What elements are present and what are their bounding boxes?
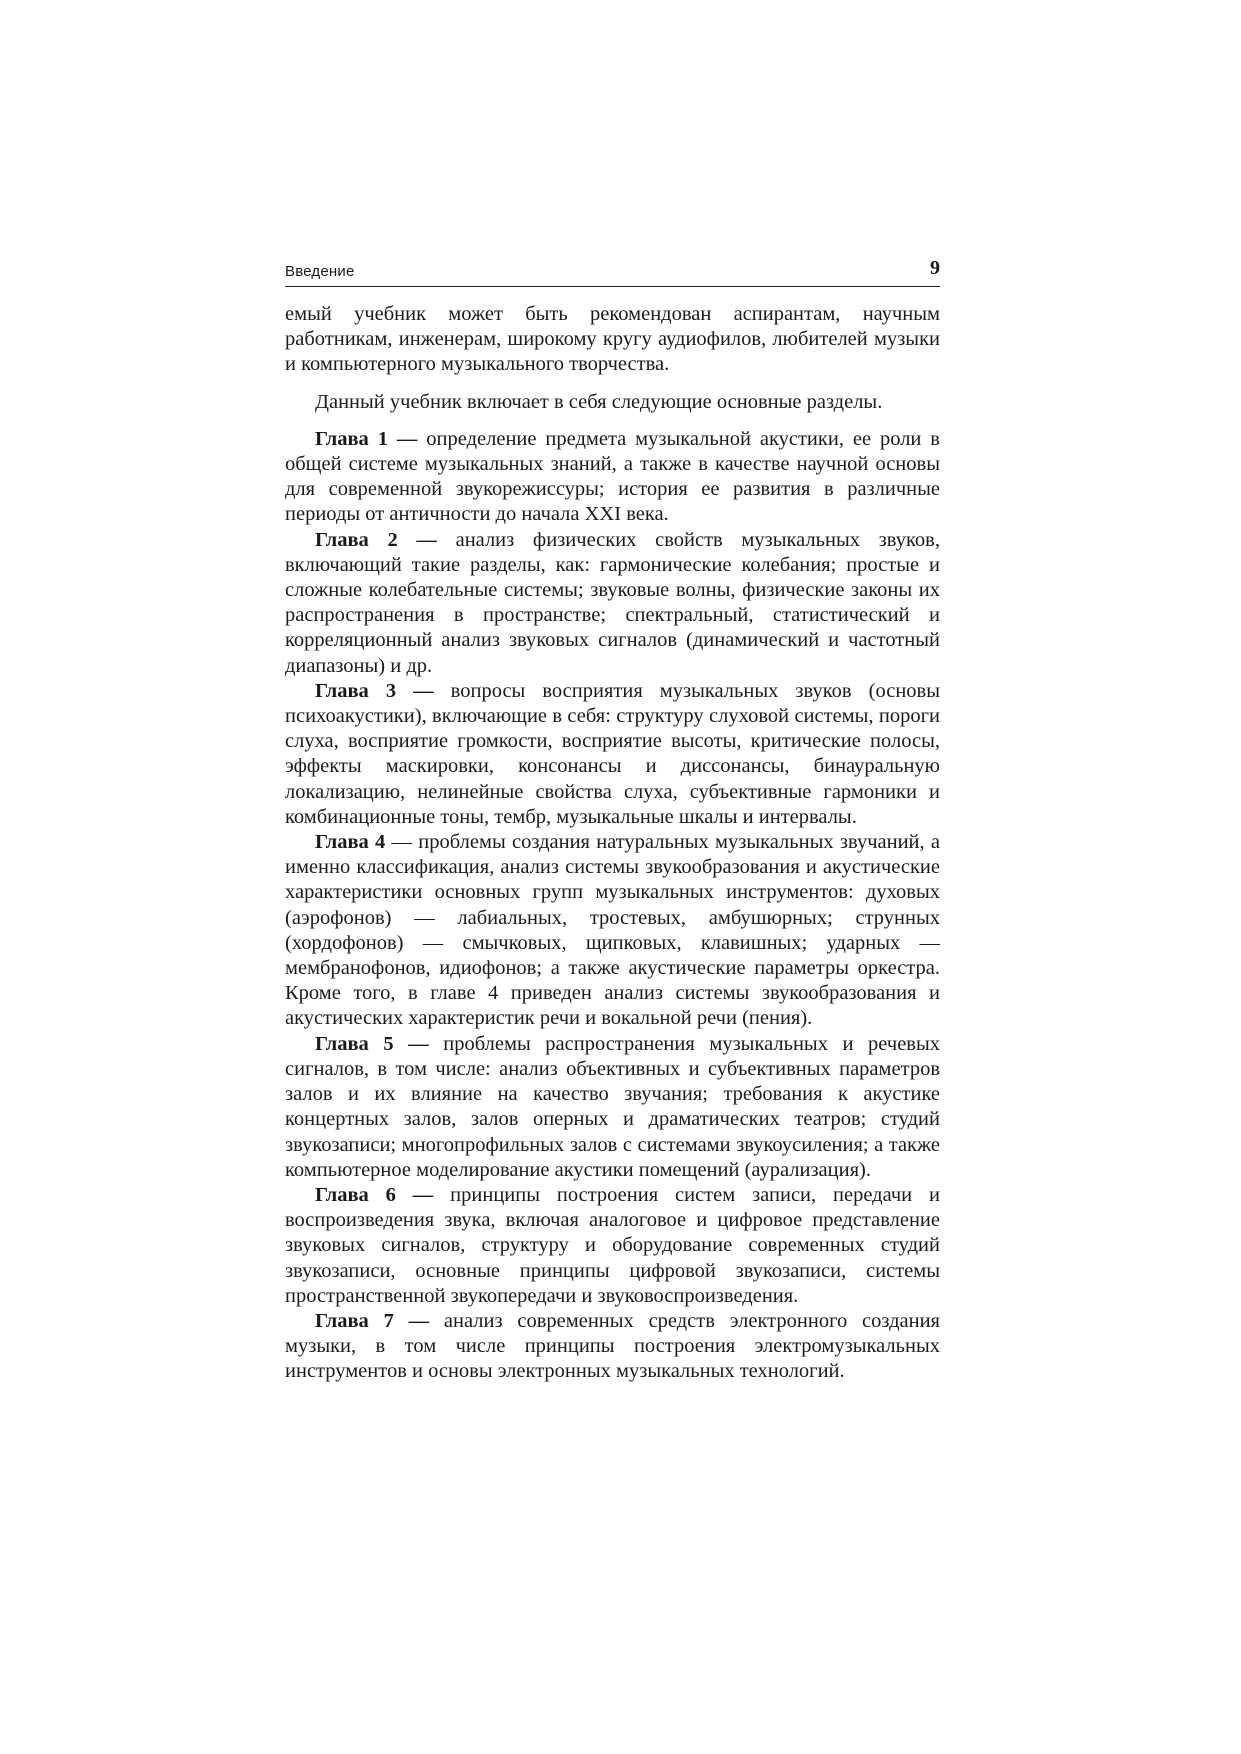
chapter-1-paragraph bbox=[285, 427, 940, 528]
chapter-2-paragraph bbox=[285, 528, 940, 679]
chapter-4-paragraph bbox=[285, 830, 940, 1032]
chapter-6-text: принципы построения систем записи, передачи и воспроизведения звука, включая аналоговое и цифровое представление звуковых сигналов, структуру и оборудование современных студий звукозаписи, основные принципы цифровой звукозаписи, системы пространственной звукопередачи и звуковоспроизведения. bbox=[285, 1183, 940, 1307]
chapter-7-text: анализ современных средств электронного создания музыки, в том числе принципы построения электромузыкальных инструментов и основы электронных музыкальных технологий. bbox=[285, 1309, 940, 1383]
chapter-2-label: Глава 2 — bbox=[315, 528, 437, 551]
chapter-5-text: проблемы распространения музыкальных и речевых сигналов, в том числе: анализ объективных и субъективных параметров залов и их влияние на качество звучания; требования к акустике концертных залов, залов оперных и драматических театров; студий звукозаписи; многопрофильных залов с системами звукоусиления; а также компьютерное моделирование акустики помещений (аурализация). bbox=[285, 1032, 940, 1181]
chapter-7-label: Глава 7 — bbox=[315, 1309, 430, 1332]
intro-paragraph: Данный учебник включает в себя следующие основные разделы. bbox=[315, 390, 883, 413]
chapter-5-label: Глава 5 — bbox=[315, 1032, 429, 1055]
chapter-2-text: анализ физических свойств музыкальных звуков, включающий такие разделы, как: гармонические колебания; простые и сложные колебательные системы; звуковые волны, физические законы их распространения в пространстве; спектральный, статистический и корреляционный анализ звуковых сигналов (динамический и частотный диапазоны) и др. bbox=[285, 528, 940, 677]
body-text bbox=[285, 302, 940, 1385]
book-page bbox=[285, 255, 940, 1385]
continuation-paragraph: емый учебник может быть рекомендован аспирантам, научным работникам, инженерам, широкому кругу аудиофилов, любителей музыки и компьютерного музыкального творчества. bbox=[285, 303, 940, 376]
chapter-3-label: Глава 3 — bbox=[315, 679, 434, 702]
chapter-5-paragraph bbox=[285, 1032, 940, 1183]
chapter-7-paragraph bbox=[285, 1309, 940, 1385]
chapter-3-text: вопросы восприятия музыкальных звуков (основы психоакустики), включающие в себя: структуру слуховой системы, пороги слуха, восприятие громкости, восприятие высоты, критические полосы, эффекты маскировки, консонансы и диссонансы, бинауральную локализацию, нелинейные свойства слуха, субъективные гармоники и комбинационные тоны, тембр, музыкальные шкалы и интервалы. bbox=[285, 679, 940, 828]
section-title: Введение bbox=[285, 263, 355, 280]
chapter-4-text: — проблемы создания натуральных музыкальных звучаний, а именно классификация, анализ системы звукообразования и акустические характеристики основных групп музыкальных инструментов: духовых (аэрофонов) — лабиальных, тростевых, амбушюрных; струнных (хордофонов) — смычковых, щипковых, клавишных; ударных — мембранофонов, идиофонов; а также акустические параметры оркестра. Кроме того, в главе 4 приведен анализ системы звукообразования и акустических характеристик речи и вокальной речи (пения). bbox=[285, 831, 940, 1030]
chapter-1-label: Глава 1 — bbox=[315, 427, 418, 450]
chapter-4-label: Глава 4 bbox=[315, 831, 386, 854]
chapter-3-paragraph bbox=[285, 679, 940, 830]
chapter-1-text: определение предмета музыкальной акустики, ее роли в общей системе музыкальных знаний, а также в качестве научной основы для современной звукорежиссуры; история ее развития в различные периоды от античности до начала XXI века. bbox=[285, 427, 940, 526]
running-header bbox=[285, 255, 940, 287]
chapter-6-label: Глава 6 — bbox=[315, 1183, 434, 1206]
chapter-6-paragraph bbox=[285, 1183, 940, 1309]
page-number: 9 bbox=[930, 257, 940, 279]
